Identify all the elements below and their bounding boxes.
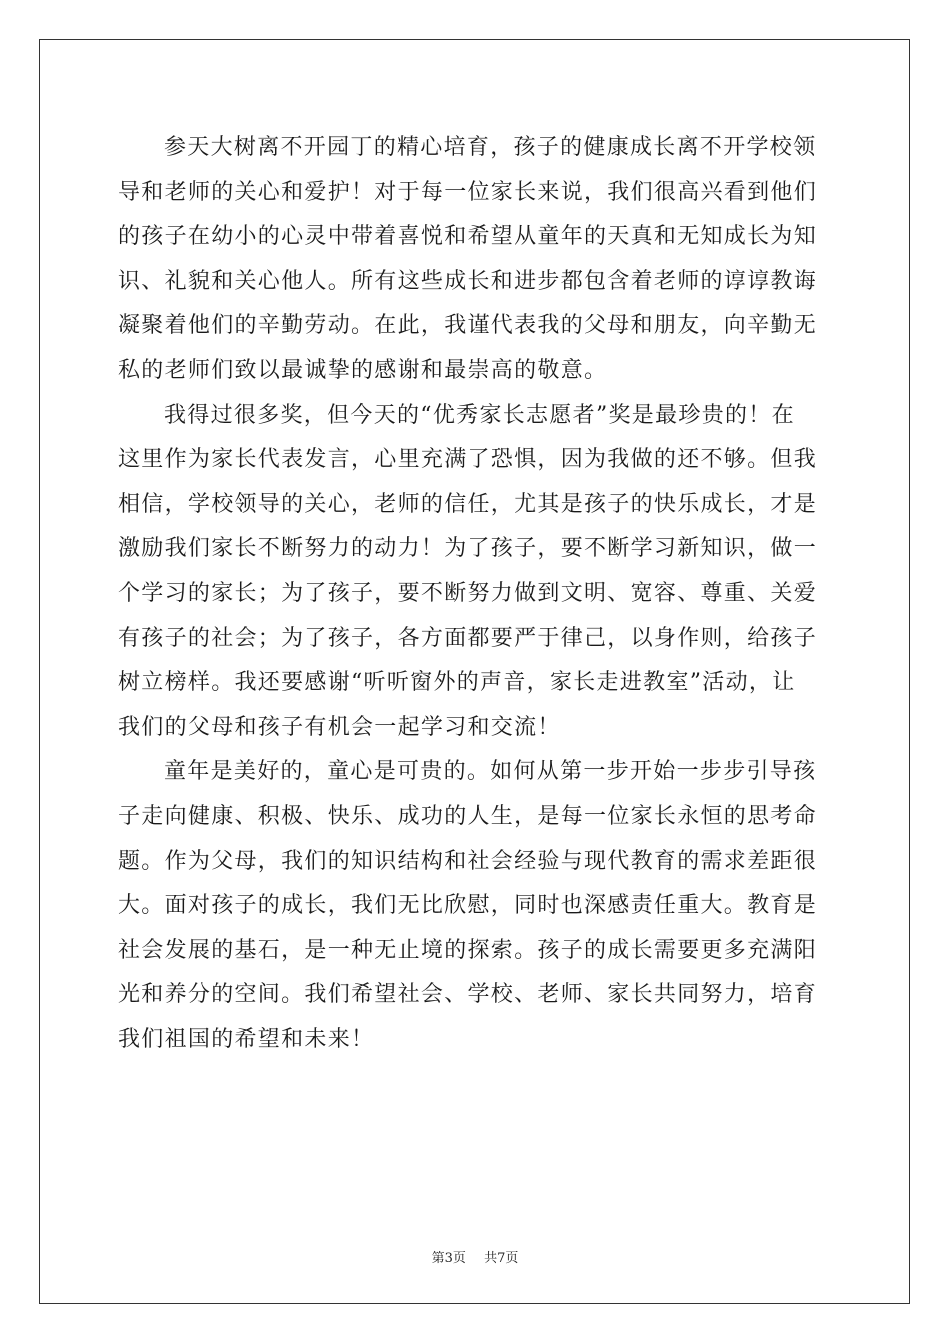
text-line: 导和老师的关心和爱护！对于每一位家长来说，我们很高兴看到他们 [118,179,818,205]
text-line: 参天大树离不开园丁的精心培育，孩子的健康成长离不开学校领 [164,135,817,160]
page-footer [0,1247,950,1266]
text-line: 我得过很多奖，但今天的“优秀家长志愿者”奖是最珍贵的！在 [164,402,795,428]
text-line: 我们的父母和孩子有机会一起学习和交流！ [118,714,561,740]
text-line: 有孩子的社会；为了孩子，各方面都要严于律己，以身作则，给孩子 [118,625,818,651]
paragraph-3 [118,750,834,1062]
text-line: 社会发展的基石，是一种无止境的探索。孩子的成长需要更多充满阳 [118,937,818,963]
page-number: 第3页 [431,1251,466,1266]
text-line: 树立榜样。我还要感谢“听听窗外的声音，家长走进教室”活动，让 [118,670,796,696]
text-line: 这里作为家长代表发言，心里充满了恐惧，因为我做的还不够。但我 [118,447,818,473]
text-line: 题。作为父母，我们的知识结构和社会经验与现代教育的需求差距很 [118,848,818,874]
text-line: 个学习的家长；为了孩子，要不断努力做到文明、宽容、尊重、关爱 [118,580,818,606]
text-line: 光和养分的空间。我们希望社会、学校、老师、家长共同努力，培育 [118,982,818,1008]
text-line: 凝聚着他们的辛勤劳动。在此，我谨代表我的父母和朋友，向辛勤无 [118,313,818,339]
text-line: 相信，学校领导的关心，老师的信任，尤其是孩子的快乐成长，才是 [118,491,818,517]
text-line: 我们祖国的希望和未来！ [118,1026,375,1052]
text-line: 激励我们家长不断努力的动力！为了孩子，要不断学习新知识，做一 [118,536,818,562]
text-line: 子走向健康、积极、快乐、成功的人生，是每一位家长永恒的思考命 [118,803,818,829]
text-line: 识、礼貌和关心他人。所有这些成长和进步都包含着老师的谆谆教诲 [118,268,818,294]
paragraph-2 [118,394,834,751]
page-total: 共7页 [484,1251,519,1266]
text-line: 的孩子在幼小的心灵中带着喜悦和希望从童年的天真和无知成长为知 [118,224,818,250]
paragraph-1 [118,126,834,394]
document-body [118,126,834,1062]
text-line: 大。面对孩子的成长，我们无比欣慰，同时也深感责任重大。教育是 [118,893,818,919]
text-line: 童年是美好的，童心是可贵的。如何从第一步开始一步步引导孩 [164,759,817,785]
text-line: 私的老师们致以最诚挚的感谢和最崇高的敬意。 [118,357,608,383]
